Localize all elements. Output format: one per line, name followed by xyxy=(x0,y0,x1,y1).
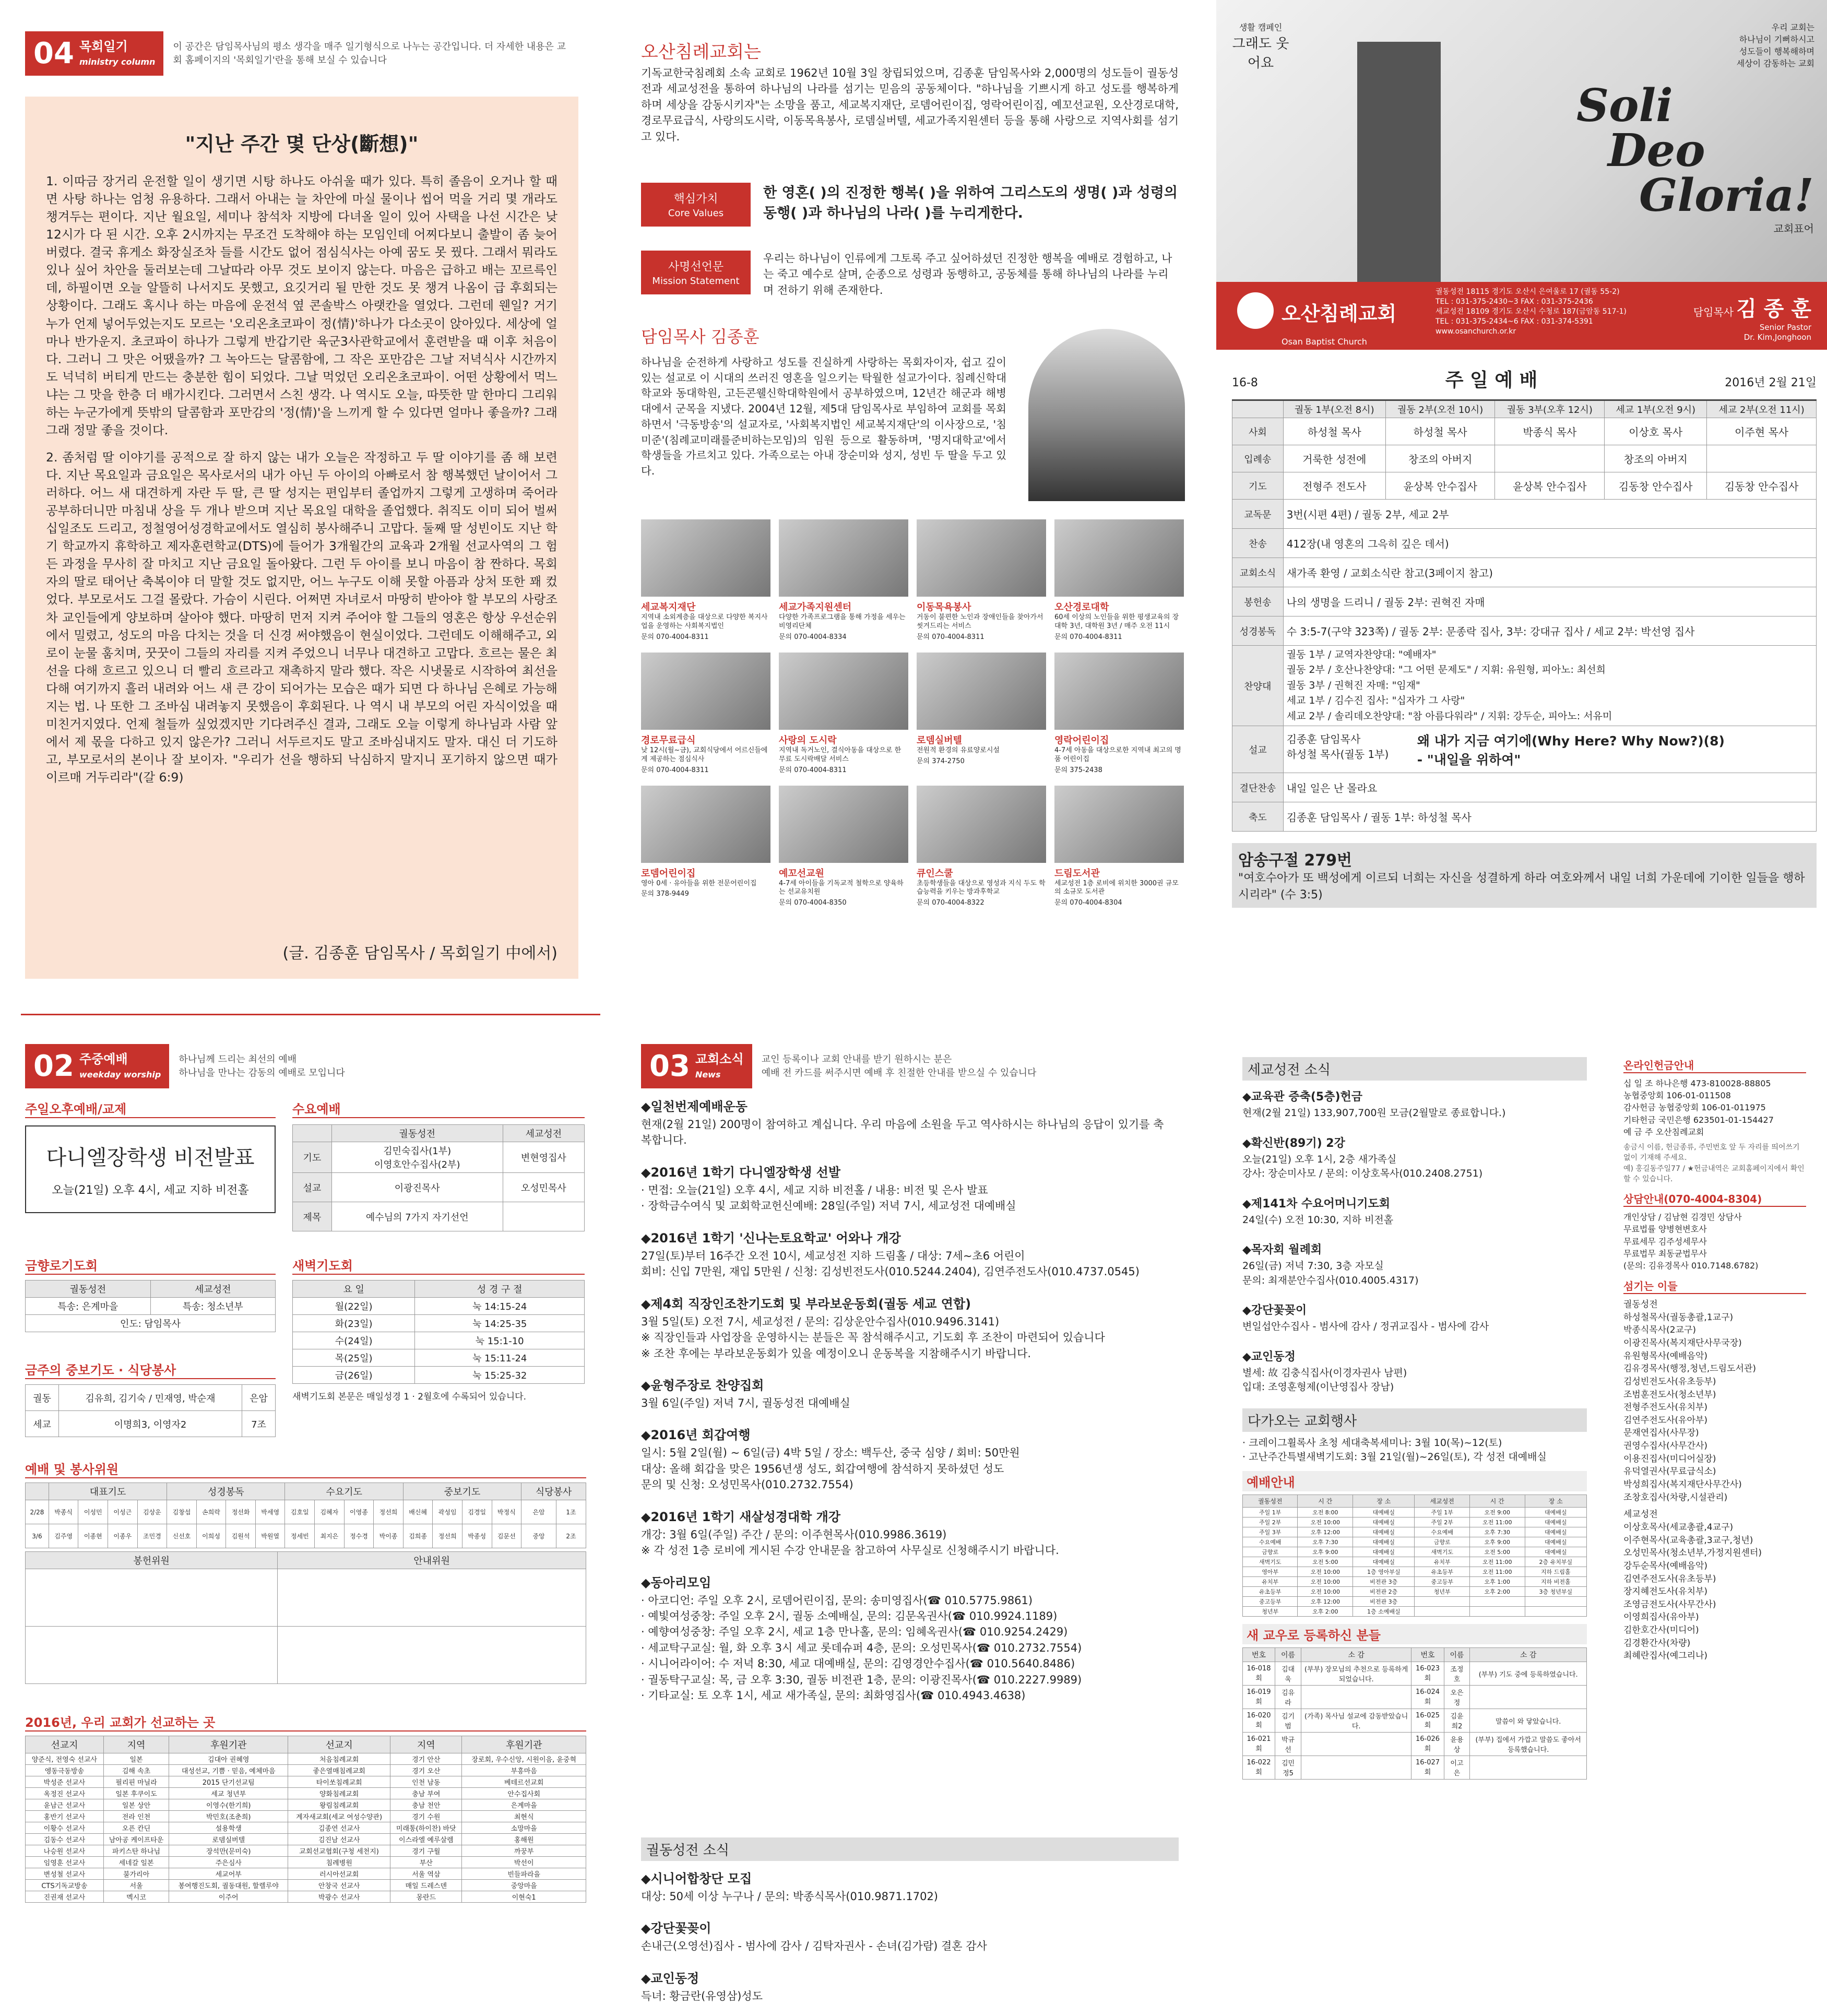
offering-note: 송금시 이름, 헌금종류, 주민번호 앞 두 자리를 띄어쓰기 없이 기재해 주세요. 예) 홍길동주일77 / ★헌금내역은 교회홈페이지에서 확인할 수 있습니다. xyxy=(1623,1143,1805,1183)
pastor-photo xyxy=(1028,329,1185,501)
coming-caption: 다가오는 교회행사 xyxy=(1242,1408,1587,1432)
cover-motto: Soli Deo Gloria! 교회표어 xyxy=(1576,79,1814,235)
ministry-desc: 지역내 독거노인, 결식아동을 대상으로 한 무료 도시락배달 서비스 xyxy=(779,746,901,763)
sidebar xyxy=(1623,1057,1806,1663)
pastor-bio: 하나님을 순전하게 사랑하고 성도를 진실하게 사랑하는 목회자이자, 쉽고 깊이 있는 설교로 이 시대의 쓰러진 영혼을 일으키는 탁월한 설교가이다. 침례신학대학교와 동대학원, 고든콘웰신학대학원에서 공부하였으며, 12년간 해군과 해병대에서 군목을 지냈다. 2004년 12월, 제5대 담임목사로 부임하여 교회를 목회하면서 '극동방송'의 설교자로, '사회복지법인 세교복지재단'의 이사장으로, '침미준'(침례교미래를준비하는모임)의 임원 등으로 활동하며, '명지대학교'에서 학생들을 가르치고 있다. 가족으로는 아내 장순미와 성지, 성빈 두 딸을 두고 있다. xyxy=(641,356,1006,478)
ministry-desc: 4-7세 아동을 대상으로한 지역내 최고의 명품 어린이집 xyxy=(1054,746,1181,763)
ministry-card xyxy=(1054,519,1184,641)
news-item: ◆교인동정 득녀: 황금란(유영삼)성도 xyxy=(641,1971,763,2002)
ministry-card xyxy=(917,653,1046,774)
mission-label: 사명선언문 Mission Statement xyxy=(641,251,751,294)
ministry-card xyxy=(779,653,908,774)
staff-caption: 섬기는 이들 xyxy=(1623,1278,1806,1294)
ministry-photo xyxy=(917,786,1046,863)
news-item: ◆2016년 1학기 다니엘장학생 선발 · 면접: 오늘(21일) 오후 4시, 세교 지하 비전홀 / 내용: 비전 및 은사 발표 · 장학금수여식 및 교회학교헌신예배: 28일(주일) 저녁 7시, 세교성전 대예배실 xyxy=(641,1165,1016,1213)
ministry-card xyxy=(641,786,770,907)
core-values-text: 한 영혼( )의 진정한 행복( )을 위하여 그리스도의 생명( )과 성령의 동행( )과 하나님의 나라( )를 누리게한다. xyxy=(763,185,1178,222)
worship-title: 주 일 예 배 xyxy=(1445,370,1538,391)
column-header xyxy=(25,31,570,76)
friday-table: 궐동성전 세교성전 특송: 은계마을 특송: 청소년부 인도: 담임목사 xyxy=(25,1280,276,1332)
core-values xyxy=(641,183,1179,227)
wednesday-table: 궐동성전 세교성전 기도 김민숙집사(1부) 이영호안수집사(2부) 변현영집사 설교 이광진목사 오성민목사 제목 예수님의 7가지 자기선언 xyxy=(292,1124,585,1231)
section-title: 교회소식 xyxy=(695,1052,744,1067)
section-title: 주중예배 xyxy=(79,1052,128,1067)
mission-statement xyxy=(641,251,1179,298)
news-header xyxy=(641,1044,1036,1088)
ministry-name: 오산경로대학 xyxy=(1054,602,1109,613)
ministry-card xyxy=(917,519,1046,641)
page-number: 02 xyxy=(33,1049,74,1083)
staff-segyo: 세교성전 이상호목사(세교총괄,4교구) 이주현목사(교육총괄,3교구,청년) 오성민목사(청소년부,가정지원센터) 강두순목사(예배음악) 김연주전도사(유초등부) 장지혜전도사(유치부) 조영금전도사(사무간사) 이영희집사(유아부) 김한호간사(미디어) 김경환간사(차량) 최혜란집사(예그리나) xyxy=(1623,1509,1762,1662)
ministry-desc: 영아 0세 · 유아들을 위한 전문어린이집 xyxy=(641,879,757,887)
page-number: 03 xyxy=(649,1049,690,1083)
dawn-table: 요 일 성 경 구 절 월(22일) 눅 14:15-24 화(23일) 눅 14:25-35 수(24일) 눅 15:1-10 목(25일) 눅 15:11-24 금(26일) 눅 15:25-32 xyxy=(292,1280,585,1384)
news-item: ◆강단꽃꽂이 변일섭안수집사 - 범사에 감사 / 정귀교집사 - 범사에 감사 xyxy=(1242,1304,1489,1333)
church-address: 궐동성전 18115 경기도 오산시 은여울로 17 (궐동 55-2) TEL : 031-375-2430~3 FAX : 031-375-2436 세교성전 18109 경기도 오산시 수청로 187(금암동 517-1) TEL : 031-375-2434~6 FAX : 031-374-5391 www.osanchurch.or.kr xyxy=(1436,288,1627,336)
ministry-grid xyxy=(641,519,1184,907)
ministry-name: 경로무료급식 xyxy=(641,734,696,746)
worship-table: 궐동 1부(오전 8시) 궐동 2부(오전 10시) 궐동 3부(오후 12시) 세교 1부(오전 9시) 세교 2부(오전 11시) 사회 하성철 목사 하성철 목사 박종식 목사 이상호 목사 이주현 목사 입례송 거룩한 성전에 창조의 아버지 창조의 아버지 기도 전형주 전도사 윤상복 안수집사 윤상복 안수집사 김동창 안수집사 김동창 안수집사 교독문 3번(시편 4편) / 궐동 2부, 세교 2부 찬송 412장(내 영혼의 그윽히 깊은 데서) 교회소식 새가족 환영 / 교회소식란 참고(3페이지 참고) 봉헌송 나의 생명을 드리니 / 궐동 2부: 권혁진 자매 성경봉독 수 3:5-7(구약 323쪽) / 궐동 2부: 문종락 집사, 3부: 강대규 집사 / 세교 2부: 박선영 집사 찬양대 궐동 1부 / 교역자찬양대: "예배자" 궐동 2부 / 호산나찬양대: "그 어떤 문제도" / 지휘: 유원형, 피아노: 최선희 궐동 3부 / 권혁진 자매: "임재" 세교 1부 / 김수진 집사: "십자가 그 사랑" 세교 2부 / 솔리데오찬양대: "참 아름다워라" / 지휘: 강두순, 피아노: 서유미 설교 김종훈 담임목사 하성철 목사(궐동 1부) 왜 내가 지금 여기에(Why Here? Why Now?)(8) - "내일을 위하여" 결단찬송 내일 일은 난 몰라요 축도 김종훈 담임목사 / 궐동 1부: 하성철 목사 xyxy=(1232,399,1817,832)
ministry-photo xyxy=(641,653,770,730)
ministry-photo xyxy=(779,653,908,730)
mission-table: 선교지 지역 후원기관 선교지 지역 후원기관 양준식, 전영숙 선교사 일본 김대아 권혜영 처음침례교회 경기 안산 장로회, 우수신앙, 시원이음, 윤중혁 엥동극동방송 김해 속초 대성선교, 기쁨 · 믿음, 예체마음 좋은열매침례교회 경기 오산 부흥마음 박성준 선교사 필리핀 마닐라 2015 단기선교팀 타이쏘침례교회 인천 남동 베테르선교회 옥정진 선교사 일본 후쿠이도 세교 청년부 양화침례교회 충남 부여 안수집사회 윤남근 선교사 일본 상안 이영수(한기희) 왕림침례교회 충남 천안 은계마을 홍반기 선교사 전라 인천 박민호(조춘희) 계자새교회(세교 여성수양관) 경기 수원 최현식 이황수 선교사 오픈 칸딘 설용학생 김종연 선교사 미래통(하이찬) 바닷 소망마을 김동수 선교사 남아공 케이프타운 로뎀실버텔 김진남 선교사 이스라엘 예루살렘 홍해원 나승원 선교사 파키스탄 하나님 장석만(문미숙) 교회선교협회(구청 세천지) 경기 구월 까꿍부 임영훈 선교사 세네갈 일본 주은심사 침례병원 부산 박선이 변성철 선교사 불가리아 세교어부 러시아선교회 서울 역삼 빈들파라을 CTS기독교방송 서울 봉여행진도회, 궐동대원, 할렐루야 안창국 선교사 매일 드레스덴 중앙마을 진권재 선교사 멕시코 이주어 박광수 선교사 몽란드 이현숙1 xyxy=(25,1736,586,1903)
ministry-name: 세교복지재단 xyxy=(641,602,696,613)
section-subtitle: News xyxy=(695,1069,721,1080)
service-caption: 예배 및 봉사위원 xyxy=(25,1459,586,1478)
section-intro: 하나님께 드리는 최선의 예배 하나님을 만나는 감동의 예배로 모입니다 xyxy=(179,1054,345,1078)
ministry-desc: 초등학생들을 대상으로 영성과 지식 두도 학습능력을 키우는 방과후학교 xyxy=(917,879,1046,896)
column-heading: "지난 주간 몇 단상(斷想)" xyxy=(185,133,419,156)
news-item: ◆강단꽃꽂이 손내근(오영선)집사 - 범사에 감사 / 김탁자권사 - 손녀(김가람) 결혼 감사 xyxy=(641,1921,987,1953)
ministry-tel: 문의 374-2750 xyxy=(917,757,965,765)
ministry-tel: 문의 070-4004-8311 xyxy=(641,633,709,641)
news-item: ◆교육관 증축(5층)헌금 현재(2월 21일) 133,907,700원 모금(2월말로 종료합니다.) xyxy=(1242,1090,1506,1119)
intercession xyxy=(25,1360,276,1437)
sunday-box xyxy=(25,1125,276,1213)
ministry-card xyxy=(641,653,770,774)
dawn-prayer xyxy=(292,1255,585,1402)
news-item: ◆제4회 직장인조찬기도회 및 부라보운동회(궐동 세교 연합) 3월 5일(토) 오전 7시, 세교성전 / 문의: 김상운안수집사(010.9496.3141) ※ 직장인들과 사업장을 운영하시는 분들은 꼭 참석해주시고, 기도회 후 조찬이 마련되어 있습니다 ※ 조찬 후에는 부라보운동회가 있을 예정이오니 운동복을 지참해주시기 바랍니다. xyxy=(641,1296,1105,1360)
ministry-desc: 세교성전 1층 로비에 위치한 3000권 규모의 소규모 도서관 xyxy=(1054,879,1179,896)
friday-caption: 금향로기도회 xyxy=(25,1255,276,1275)
cover-campaign: 생활 캠페인 그래도 웃어요 xyxy=(1232,22,1289,71)
page-weekday xyxy=(0,1018,611,2016)
ministry-photo xyxy=(1054,786,1184,863)
church-tower xyxy=(1357,42,1441,282)
ministry-name: 큐인스쿨 xyxy=(917,868,953,879)
ministry-tel: 문의 375-2438 xyxy=(1054,766,1102,774)
ministry-card xyxy=(1054,786,1184,907)
ministry-card xyxy=(917,786,1046,907)
cover-art xyxy=(1216,0,1827,282)
cover-footer-bar xyxy=(1216,282,1827,350)
sunday-time: 오늘(21일) 오후 4시, 세교 지하 비전홀 xyxy=(52,1184,249,1197)
ministry-name: 영락어린이집 xyxy=(1054,734,1109,746)
ministry-photo xyxy=(641,786,770,863)
intercession-caption: 금주의 중보기도 · 식당봉사 xyxy=(25,1360,276,1379)
ministry-tel: 문의 070-4004-8311 xyxy=(917,633,984,641)
counsel-caption: 상담안내(070-4004-8304) xyxy=(1623,1191,1806,1207)
service-table: 대표기도 성경봉독 수요기도 중보기도 식당봉사 2/28 박종식 이성민 이성근 김상운 김창섭 손희락 정선화 박세영 김호일 김혜자 이영종 정선희 배신혜 곽성임 김경일 박정식 은암 1조 3/6 김주영 이종현 이종우 조민경 신선호 이희성 김원석 박원열 정세빈 최지은 정수경 박이종 김희종 정선희 박종성 김문선 중앙 2조 xyxy=(25,1483,586,1548)
news-item: ◆확신반(89기) 2강 오늘(21일) 오후 1시, 2층 새가족실 강사: 장순미사모 / 문의: 이상호목사(010.2408.2751) xyxy=(1242,1136,1483,1180)
ministry-tel: 문의 070-4004-8350 xyxy=(779,899,847,907)
core-values-label: 핵심가치 Core Values xyxy=(641,183,751,227)
news-item: ◆교인동정 별세: 故 김충식집사(이경자권사 남편) 입대: 조영훈형제(이난영집사 장남) xyxy=(1242,1350,1407,1393)
new-members-table: 번호 이름 소 감 번호 이름 소 감 16-018회 김대욱 (부부) 장모님의 추천으로 등록하게 되었습니다. 16-023회 조정호 (부부) 기도 중에 등록하였습니다. 16-019회 김유라 16-024회 오은정 16-020회 김기범 (가족) 목사님 설교에 감동받았습니다. 16-025회 김윤희2 말씀이 와 닿았습니다. 16-021회 박규선 16-026회 윤용상 (부부) 집에서 가깝고 말씀도 좋아서 등록했습니다. 16-022회 김민정5 16-027회 이고은 xyxy=(1242,1647,1587,1780)
page-news xyxy=(616,1018,1827,2016)
news-item: ◆2016년 회갑여행 일시: 5월 2일(월) ~ 6일(금) 4박 5일 / 장소: 백두산, 중국 심양 / 회비: 50만원 대상: 올해 회갑을 맞은 1956년생 성도, 회갑여행에 참석하지 못하셨던 성도 문의 및 신청: 오성민목사(010.2732.7554) xyxy=(641,1428,1020,1491)
ministry-photo xyxy=(1054,519,1184,597)
ministry-tel: 문의 070-4004-8334 xyxy=(779,633,847,641)
section-subtitle: ministry column xyxy=(79,56,156,67)
ministry-name: 드림도서관 xyxy=(1054,868,1100,879)
ministry-desc: 4-7세 아이들을 기독교적 철학으로 양육하는 선교유치원 xyxy=(779,879,904,896)
ministry-photo xyxy=(917,519,1046,597)
sunday-caption: 주일오후예배/교제 xyxy=(25,1099,276,1118)
ministry-desc: 60세 이상의 노인들을 위한 평생교육의 장 대학 3년, 대학원 3년 / 매주 오전 11시 xyxy=(1054,613,1179,630)
ministry-card xyxy=(779,519,908,641)
ministry-photo xyxy=(779,786,908,863)
ministry-desc: 지역내 소외계층을 대상으로 다양한 복지사업을 운영하는 사회복지법인 xyxy=(641,613,768,630)
gwoldong-news xyxy=(641,1837,1179,2016)
ministry-name: 세교가족지원센터 xyxy=(779,602,852,613)
schedule-caption: 예배안내 xyxy=(1242,1471,1587,1491)
sunday-title: 다니엘장학생 비전발표 xyxy=(46,1146,255,1170)
ministry-name: 사랑의 도시락 xyxy=(779,734,837,746)
ministry-desc: 전원적 환경의 유료양로시설 xyxy=(917,746,1000,754)
mission-text: 우리는 하나님이 인류에게 그토록 주고 싶어하셨던 진정한 행복을 예배로 경험하고, 나는 죽고 예수로 살며, 순종으로 성령과 동행하고, 공동체를 통해 하나님의 나라를 누리며 전하기 위해 존재한다. xyxy=(763,252,1172,297)
dawn-note: 새벽기도회 본문은 매일성경 1 · 2월호에 수록되어 있습니다. xyxy=(292,1392,526,1402)
schedule-table: 궐동성전 시 간 장 소 세교성전 시 간 장 소 주일 1부 오전 8:00 대예배실 주일 1부 오전 9:00 대예배실 주일 2부 오전 10:00 대예배실 주일 2부 오전 11:00 대예배실 주일 3부 오후 12:00 대예배실 수요예배 오후 7:30 대예배실 수요예배 오후 7:30 대예배실 금향로 오후 9:00 대예배실 금향로 오후 9:00 대예배실 새벽기도 오전 5:00 대예배실 새벽기도 오전 5:00 대예배실 유치부 오전 11:00 2층 유치부실 영아부 오전 10:00 1층 영아부실 유초등부 오전 11:00 지하 드림홀 유치부 오전 10:00 비전관 3층 중고등부 오후 1:00 지하 비전홀 유초등부 오전 10:00 비전관 2층 청년부 오후 2:00 3층 청년부실 중고등부 오후 12:00 비전관 3층 청년부 오후 2:00 1층 소예배실 xyxy=(1242,1495,1587,1617)
memory-verse-title: 암송구절 279번 xyxy=(1238,851,1352,870)
page-number: 04 xyxy=(33,37,74,70)
bulletin-number: 16-8 xyxy=(1232,376,1258,389)
intercession-table: 궐동 김유희, 김기숙 / 민재영, 박순재 은암 세교 이명희3, 이영자2 7조 xyxy=(25,1384,276,1437)
ministry-desc: 낮 12시(월~금), 교회식당에서 어르신들에게 제공하는 점심식사 xyxy=(641,746,768,763)
wednesday-caption: 수요예배 xyxy=(292,1099,585,1118)
column-paragraph-2: 2. 좀처럼 딸 이야기를 공적으로 잘 하지 않는 내가 오늘은 작정하고 두 딸 이야기를 좀 해 보련다. 지난 목요일과 금요일은 목사로서의 내가 아닌 두 아이의 아빠로서 참 행복했던 날이어서 그러하다. 어느 새 대견하게 자란 두 딸, 큰 딸 성지는 편입부터 졸업까지 그렇게 고생하며 죽어라 공부하더니만 마침내 상을 두 개나 받으며 지난 목요일 대학을 졸업했다. 취직도 이미 되어 벌써 십일조도 드리고, 정철영어성경학교에서도 열심히 봉사해주니 고맙다. 둘째 딸 성빈이도 지난 학기 학교까지 휴학하고 제자훈련학교(DTS)에 들어가 3개월간의 교육과 2개월 선교사역의 그 험든 과정을 무사히 잘 마치고 지난 금요일 돌아왔다. 그런 두 아이를 보니 마음이 참 짠하다. 목회자의 딸로 태어난 축복이야 더 말할 것도 없지만, 어느 누구도 이해 못할 아픔과 상처 또한 꽤 컸었다. 부모로서도 그걸 몰랐다. 가슴이 시린다. 어쩌면 자녀로서 마땅히 받아야 할 부모의 사랑조차 교인들에게 양보하며 살아야 했다. 마땅히 먼저 지켜 주어야 할 그들의 영혼은 항상 우선순위에서 밀렸고, 성도의 마음 다치는 것을 더 신경 써야했음이 현실이었다. 그런데도 이해해주고, 외로이 눈물 훔치며, 꿋꿋이 그들의 자리를 지켜 주었으니 너무나 대견하고 고맙다. 흐르는 물은 최선을 다해 흐르고 있으니 더 빨리 흐르라고 재촉하지 말라 했다. 작은 시냇물로 시작하여 최선을 다해 여기까지 흘러 내려와 어느 새 큰 강이 되어가는 모습은 때가 되면 다 하나님 은혜로 가능해지는 법. 나 또한 그 조바심 내려놓지 못했음이 후회된다. 나 역시 내 부모의 어린 자식이었을 때 미친거지였다. 언제 철들까 싶었겠지만 기다려주신 결과, 그래도 오늘 이렇게 하나님과 사람 앞에서 제 몫을 다하고 있지 않은가? 그러니 서두르지도 말고 조바심내지도 말자. 대신 더 기도하고, 부모로서의 본이나 잘 보이자. "우리가 선을 행하되 낙심하지 말지니 포기하지 않으면 때가 이르매 거두리라"(갈 6:9) xyxy=(46,449,557,785)
weekday-header xyxy=(25,1044,345,1088)
ministry-photo xyxy=(1054,653,1184,730)
ministry-desc: 거동이 불편한 노인과 장애인들을 찾아가서 씻겨드리는 서비스 xyxy=(917,613,1043,630)
sunday-afternoon xyxy=(25,1099,276,1213)
news-item: ◆윤형주장로 찬양집회 3월 6일(주일) 저녁 7시, 궐동성전 대예배실 xyxy=(641,1378,850,1409)
mission-fields xyxy=(25,1712,586,1903)
dawn-caption: 새벽기도회 xyxy=(292,1255,585,1275)
wednesday-worship xyxy=(292,1099,585,1231)
ministry-desc: 다양한 가족프로그램을 통해 가정을 세우는 비영리단체 xyxy=(779,613,906,630)
church-logo-icon xyxy=(1237,292,1274,329)
ministry-photo xyxy=(641,519,770,597)
segyo-caption: 세교성전 소식 xyxy=(1242,1057,1587,1081)
ministry-tel: 문의 378-9449 xyxy=(641,890,689,898)
news-item: ◆2016년 1학기 새살성경대학 개강 개강: 3월 6일(주일) 주간 / 문의: 이주현목사(010.9986.3619) ※ 각 성전 1층 로비에 게시된 수강 안내문을 참고하여 사무실로 신청해주시기 바랍니다. xyxy=(641,1509,1059,1557)
staff-gwoldong: 궐동성전 하성철목사(궐동총괄,1교구) 박종식목사(2교구) 이광진목사(복지재단사무국장) 유원형목사(예배음악) 김유경목사(행정,청년,드림도서관) 김성빈전도사(유초등부) 조범훈전도사(청소년부) 전형주전도사(유치부) 김연주전도사(유아부) 문재연집사(사무장) 권영수집사(사무간사) 이용진집사(미디어실장) 유덕열권사(무료급식소) 박성희집사(복지재단사무간사) 조창호집사(차량,시설관리) xyxy=(1623,1299,1756,1503)
news-item: ◆동아리모임 · 아코디언: 주일 오후 2시, 로뎀어린이집, 문의: 송미영집사(☎ 010.5775.9861) · 예빛여성중창: 주일 오후 2시, 궐동 소예배실, 문의: 김문옥권사(☎ 010.9924.1189) · 예향여성중창: 주일 오후 2시, 세교 1층 만나홀, 문의: 임혜옥권사(☎ 010.9254.2429) · 세교탁구교실: 월, 화 오후 3시 세교 롯데슈퍼 4층, 문의: 오성민목사(☎ 010.2732.7554) · 시니어라이어: 수 저녁 8:30, 세교 대예배실, 문의: 김영경안수집사(☎ 010.5640.8486) · 궐동탁구교실: 목, 금 오후 3:30, 궐동 비전관 1층, 문의: 이광진목사(☎ 010.2227.9989) · 기타교실: 토 오후 1시, 세교 새가족실, 문의: 최화영집사(☎ 010.4943.4638) xyxy=(641,1575,1082,1702)
ministry-tel: 문의 070-4004-8304 xyxy=(1054,899,1122,907)
section-intro: 교인 등록이나 교회 안내를 받기 원하시는 분은 예배 전 카드를 써주시면 예배 후 친절한 안내를 받으실 수 있습니다 xyxy=(761,1054,1037,1078)
news-item: ◆제141차 수요어머니기도회 24일(수) 오전 10:30, 지하 비전홀 xyxy=(1242,1197,1394,1226)
section-subtitle: weekday worship xyxy=(79,1069,161,1080)
column-paragraph-1: 1. 이따금 장거리 운전할 일이 생기면 시탕 하나도 아쉬울 때가 있다. 특히 졸음이 오거나 할 때면 사탕 하나는 엄청 유용하다. 그래서 아내는 늘 차안에 마실 물이나 씹어 먹을 거리 몇 개라도 챙겨두는 편이다. 지난 월요일, 세미나 참석차 지방에 다녀올 일이 있어 사택을 나선 시간은 낮 12시가 다 된 시간. 오후 2시까지는 무조건 도착해야 하는 모임인데 어찌다보니 출발이 좀 늦어버렸다. 결국 휴게소 화장실조차 들를 시간도 없어 점심식사는 아예 꿈도 못 꿨다. 그래서 뭐라도 있나 싶어 차안을 둘러보는데 그날따라 아무 것도 보이지 않는다. 마음은 급하고 배는 꼬르륵인데, 하필이면 오늘 알뜰히 나서지도 못했고, 요깃거리 될 만한 것도 못 챙겨 나옴이 급 후회되는 상황이다. 그래도 혹시나 하는 마음에 운전석 옆 콘솔박스 아랫칸을 열었다. 그런데 웬일? 거기 누가 언제 넣어두었는지도 모르는 '오리온초코파이 정(情)'하나가 다소곳이 앉아있다. 세상에 얼마나 반가운지. 초코파이 하나가 그렇게 반갑기란 육군3사관학교에서 훈련받을 때 이후 처음이다. 그러니 그 맛은 어땠을까? 그 녹아드는 달콤함에, 그 작은 포만감은 그날 저녁식사 시간까지도 넉넉히 버티게 만드는 충분한 힘이 되었다. 그날 먹었던 오리온초코파이. 어떤 상황에서 먹느냐는 그 맛을 한층 더 배가시킨다. 그러면서 스친 생각. 나 역시도 오늘, 따뜻한 말 한마디 그리워하는 누군가에게 뜻밖의 달콤함과 포만감의 '정(情)'을 느끼게 할 수 있다면 얼마나 좋을까? 그래그래 정말 좋을 것이다. xyxy=(46,174,557,437)
section-title: 목회일기 xyxy=(79,39,128,54)
section-intro: 이 공간은 담임목사님의 평소 생각을 매주 일기형식으로 나누는 공간입니다. 더 자세한 내용은 교회 홈페이지의 '목회일기'란을 통해 보실 수 있습니다 xyxy=(173,41,566,66)
church-title: 오산침례교회는 xyxy=(641,42,761,63)
news-list xyxy=(641,1096,1173,1717)
ministry-photo xyxy=(779,519,908,597)
friday-prayer xyxy=(25,1255,276,1332)
column-signature: (글. 김종훈 담임목사 / 목회일기 中에서) xyxy=(282,944,557,963)
ministry-tel: 문의 070-4004-8311 xyxy=(779,766,847,774)
divider-top xyxy=(21,1014,600,1015)
pastor-box: 담임목사 김 종 훈 Senior Pastor Dr. Kim,Jonghoon xyxy=(1693,297,1811,342)
ministry-card xyxy=(1054,653,1184,774)
gwoldong-caption: 궐동성전 소식 xyxy=(641,1837,1179,1861)
ministry-name: 이동목욕봉사 xyxy=(917,602,971,613)
ministry-tel: 문의 070-4004-8311 xyxy=(1054,633,1122,641)
ministry-tel: 문의 070-4004-8322 xyxy=(917,899,984,907)
worship-date: 2016년 2월 21일 xyxy=(1725,376,1817,389)
ministry-card xyxy=(641,519,770,641)
memory-verse-text: "여호수아가 또 백성에게 이르되 너희는 자신을 성결하게 하라 여호와께서 내일 너희 가운데에 기이한 일들을 행하시리라" (수 3:5) xyxy=(1238,872,1805,902)
page-cover xyxy=(1216,0,1827,1008)
page-number-badge xyxy=(25,31,163,76)
ministry-name: 로뎀어린이집 xyxy=(641,868,696,879)
online-offering-caption: 온라인헌금안내 xyxy=(1623,1057,1806,1073)
offering-accounts: 십 일 조 하나은행 473-810028-88805 농협중앙회 106-01-011508 감사헌금 농협중앙회 106-01-011975 기타헌금 국민은행 623501-01-154427 예 금 주 오산침례교회 xyxy=(1623,1078,1774,1137)
counsel-info: 개인상담 / 김남현 김경민 상담사 무료법률 양병현변호사 무료세무 김주성세무사 무료법무 최동균법무사 (문의: 김유경목사 010.7148.6782) xyxy=(1623,1212,1759,1271)
news-item: ◆목자회 월례회 26일(금) 저녁 7:30, 3층 자모실 문의: 최재분안수집사(010.4005.4317) xyxy=(1242,1243,1419,1286)
ministry-tel: 문의 070-4004-8311 xyxy=(641,766,709,774)
mission-caption: 2016년, 우리 교회가 선교하는 곳 xyxy=(25,1712,586,1732)
cover-verse: 우리 교회는 하나님이 기뻐하시고 성도들이 행복해하며 세상이 감동하는 교회 xyxy=(1736,22,1814,68)
memory-verse xyxy=(1232,843,1817,908)
news-item: ◆2016년 1학기 '신나는토요학교' 어와나 개강 27일(토)부터 16주간 오전 10시, 세교성전 지하 드림홀 / 대상: 7세~초6 어린이 회비: 신입 7만원, 재입 5만원 / 신청: 김성빈전도사(010.5244.2404), 김연주전도사(010.4737.0545) xyxy=(641,1230,1140,1278)
ministry-card xyxy=(779,786,908,907)
ministry-name: 예꼬선교원 xyxy=(779,868,824,879)
coming-events: · 크레이그휠록사 초청 세대축복세미나: 3월 10(목)~12(토) · 고난주간특별새벽기도회: 3월 21일(월)~26일(토), 각 성전 대예배실 xyxy=(1242,1437,1547,1463)
segyo-news xyxy=(1242,1057,1587,1780)
page-column xyxy=(0,0,600,1008)
usher-table: 봉헌위원 안내위원 xyxy=(25,1551,586,1684)
pastor-title: 담임목사 김종훈 xyxy=(641,327,760,347)
column-body xyxy=(25,97,578,979)
worship-order xyxy=(1232,365,1817,908)
new-members-caption: 새 교우로 등록하신 분들 xyxy=(1242,1624,1587,1644)
ministry-photo xyxy=(917,653,1046,730)
page-church-info xyxy=(616,0,1206,1008)
news-item: ◆일천번제예배운동 현재(2월 21일) 200명이 참여하고 계십니다. 우리 마음에 소원을 두고 역사하시는 하나님의 응답이 있기를 축복합니다. xyxy=(641,1099,1164,1147)
news-item: ◆시니어합창단 모집 대상: 50세 이상 누구나 / 문의: 박종식목사(010.9871.1702) xyxy=(641,1871,938,1903)
service-committee xyxy=(25,1459,586,1684)
church-name: 오산침례교회 Osan Baptist Church xyxy=(1282,302,1397,347)
ministry-name: 로뎀실버텔 xyxy=(917,734,962,746)
church-intro: 기독교한국침례회 소속 교회로 1962년 10월 3일 창립되었으며, 김종훈 담임목사와 2,000명의 성도들이 궐동성전과 세교성전을 통하여 하나님의 나라를 섬기는 믿음의 공동체이다. "하나님을 기쁘시게 하고 성도를 행복하게 하며 세상을 감동시키자"는 소망을 품고, 세교복지재단, 로뎀어린이집, 영락어린이집, 예꼬선교원, 오산경로대학, 경로무료급식, 사랑의도시락, 이동목욕봉사, 로뎀실버텔, 세교가족지원센터 등을 통해 사랑으로 지역사회를 섬기고 있다. xyxy=(641,67,1179,143)
